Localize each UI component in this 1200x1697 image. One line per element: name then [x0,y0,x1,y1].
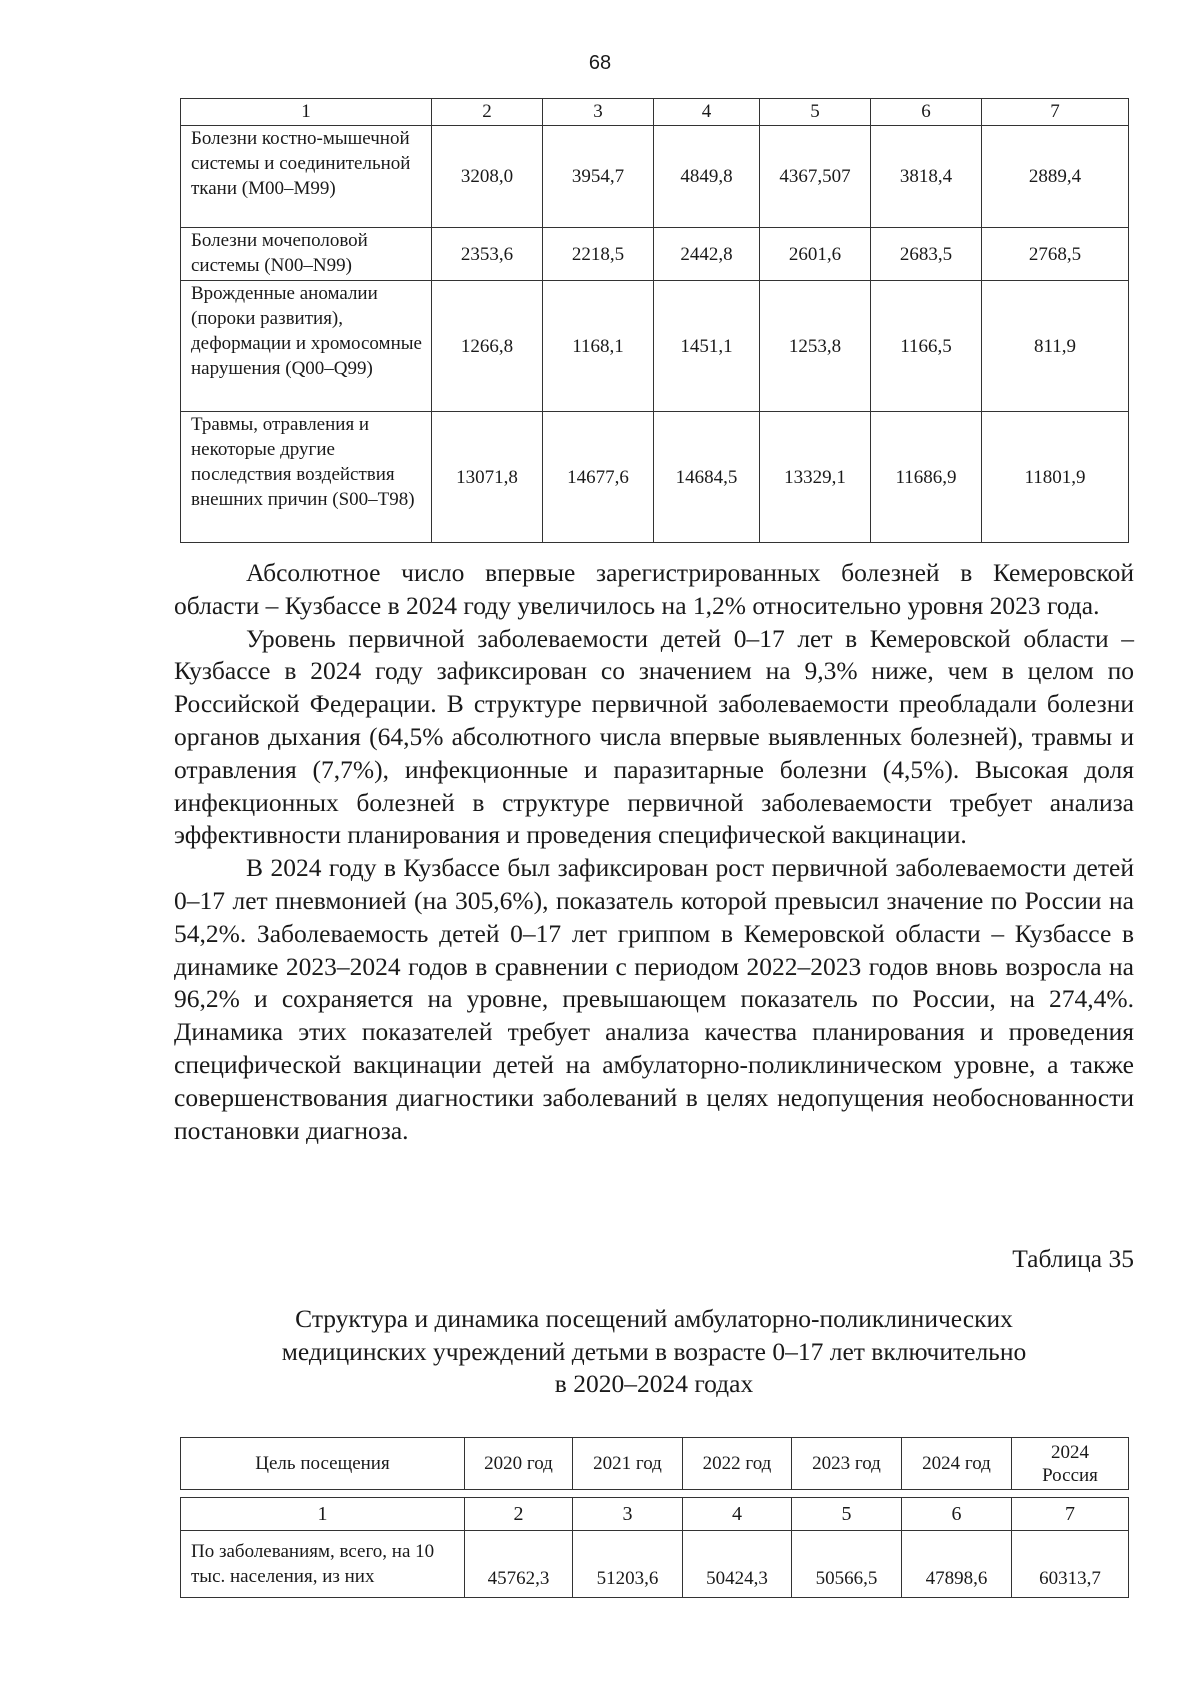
index-cell: 3 [573,1498,683,1531]
header-cell: 5 [760,99,871,126]
table-row [181,228,1129,281]
column-header: 2021 год [573,1438,683,1490]
table-cell: 14677,6 [543,412,654,543]
table-cell: 1451,1 [654,281,760,412]
paragraph: Уровень первичной заболеваемости детей 0–17 лет в Кемеровской области – Кузбассе в 2024 году зафиксирован со значением на 9,3% ниже, чем в целом по Российской Федерации. В структуре первичной заболеваемости преобладали болезни органов дыхания (64,5% абсолютного числа впервые выявленных болезней), травмы и отравления (7,7%), инфекционные и паразитарные болезни (4,5%). Высокая доля инфекционных болезней в структуре первичной заболеваемости требует анализа эффективности планирования и проведения специфической вакцинации. [174,623,1134,850]
header-cell: 7 [982,99,1129,126]
page-number: 68 [588,52,612,74]
column-header: 2022 год [683,1438,792,1490]
table-cell: 1253,8 [760,281,871,412]
table-index-row [181,1498,1129,1531]
index-cell: 6 [902,1498,1012,1531]
table-number: Таблица 35 [1012,1244,1134,1273]
table-cell: 13071,8 [432,412,543,543]
table-title-line: медицинских учреждений детьми в возрасте 0–17 лет включительно [281,1336,1027,1366]
column-header-line: Россия [1042,1464,1098,1486]
table-cell: 3818,4 [871,126,982,228]
table-cell: 50424,3 [683,1531,792,1598]
table-cell: 3954,7 [543,126,654,228]
table-row [181,412,1129,543]
table-cell: 4367,507 [760,126,871,228]
disease-table [180,98,1129,543]
table-cell: 2889,4 [982,126,1129,228]
table-row [181,126,1129,228]
header-cell: 2 [432,99,543,126]
table-cell: 811,9 [982,281,1129,412]
table-cell: 11801,9 [982,412,1129,543]
table-row [181,281,1129,412]
table-cell: 2683,5 [871,228,982,281]
table-cell: 2442,8 [654,228,760,281]
table-header-row [181,1438,1129,1490]
column-header: 2024 год [902,1438,1012,1490]
table35-header [180,1437,1129,1490]
column-header [1012,1438,1129,1490]
table-cell: 13329,1 [760,412,871,543]
table-cell: 1266,8 [432,281,543,412]
row-label: Болезни костно-мышечной системы и соединительной ткани (M00–M99) [181,126,432,228]
table-cell: 2601,6 [760,228,871,281]
table-cell: 2218,5 [543,228,654,281]
index-cell: 1 [181,1498,465,1531]
table-cell: 50566,5 [792,1531,902,1598]
table-row [181,1531,1129,1598]
table-cell: 3208,0 [432,126,543,228]
paragraph: Абсолютное число впервые зарегистрированных болезней в Кемеровской области – Кузбассе в 2024 году увеличилось на 1,2% относительно уровня 2023 года. [174,558,1134,620]
column-header-line: 2024 [1051,1441,1089,1463]
body-text [174,557,1134,1147]
table-title [174,1303,1134,1401]
header-cell: 4 [654,99,760,126]
index-cell: 7 [1012,1498,1129,1531]
table-cell: 2768,5 [982,228,1129,281]
row-label: Травмы, отравления и некоторые другие последствия воздействия внешних причин (S00–T98) [181,412,432,543]
table-cell: 4849,8 [654,126,760,228]
table-cell: 1166,5 [871,281,982,412]
header-cell: 3 [543,99,654,126]
index-cell: 5 [792,1498,902,1531]
table-cell: 60313,7 [1012,1531,1129,1598]
table-header-row [181,99,1129,126]
paragraph: В 2024 году в Кузбассе был зафиксирован рост первичной заболеваемости детей 0–17 лет пневмонией (на 305,6%), показатель которой превысил значение по России на 54,2%. Заболеваемость детей 0–17 лет гриппом в Кемеровской области – Кузбассе в динамике 2023–2024 годов в сравнении с периодом 2022–2023 годов вновь возросла на 96,2% и сохраняется на уровне, превышающем показатель по России, на 274,4%. Динамика этих показателей требует анализа качества планирования и проведения специфической вакцинации детей на амбулаторно-поликлиническом уровне, а также совершенствования диагностики заболеваний в целях недопущения необоснованности постановки диагноза. [174,853,1134,1145]
row-label: Врожденные аномалии (пороки развития), деформации и хромосомные нарушения (Q00–Q99) [181,281,432,412]
index-cell: 4 [683,1498,792,1531]
table-cell: 45762,3 [465,1531,573,1598]
table-cell: 1168,1 [543,281,654,412]
table-cell: 51203,6 [573,1531,683,1598]
table-cell: 14684,5 [654,412,760,543]
table-cell: 47898,6 [902,1531,1012,1598]
table35-body [180,1497,1129,1598]
table-title-line: в 2020–2024 годах [554,1369,754,1398]
column-header: 2020 год [465,1438,573,1490]
header-cell: 1 [181,99,432,126]
column-header: Цель посещения [181,1438,465,1490]
row-label: По заболеваниям, всего, на 10 тыс. населения, из них [181,1531,465,1598]
header-cell: 6 [871,99,982,126]
index-cell: 2 [465,1498,573,1531]
table-title-line: Структура и динамика посещений амбулаторно-поликлинических [295,1304,1013,1333]
column-header: 2023 год [792,1438,902,1490]
table-cell: 11686,9 [871,412,982,543]
table-cell: 2353,6 [432,228,543,281]
row-label: Болезни мочеполовой системы (N00–N99) [181,228,432,281]
